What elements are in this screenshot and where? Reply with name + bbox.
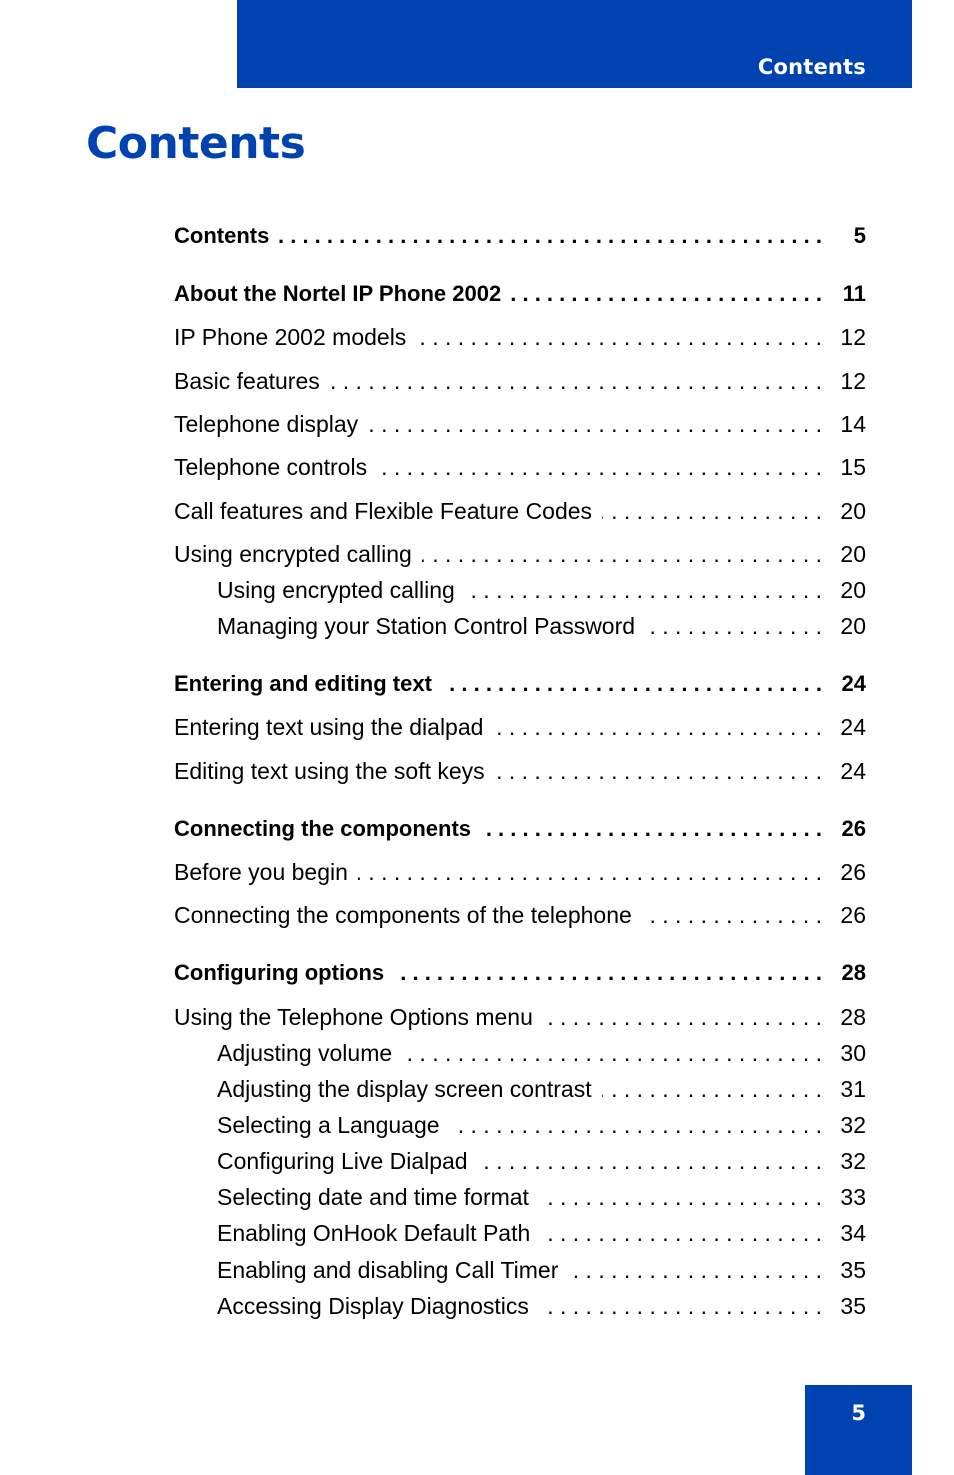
page-title: Contents — [86, 118, 306, 169]
toc-dot-leader — [377, 453, 822, 481]
toc-chapter-entry[interactable] — [174, 280, 866, 308]
toc-section-entry[interactable] — [174, 858, 866, 886]
toc-entry-title: Using encrypted calling — [217, 577, 455, 603]
toc-entry-page: 20 — [840, 613, 866, 639]
toc-chapter-entry[interactable] — [174, 815, 866, 843]
toc-entry-page: 28 — [840, 1004, 866, 1030]
toc-entry-page: 20 — [840, 541, 866, 567]
toc-section-entry[interactable] — [174, 323, 866, 351]
toc-entry-title: Adjusting volume — [217, 1040, 393, 1066]
toc-entry-page: 20 — [840, 577, 866, 603]
toc-dot-leader — [539, 1292, 822, 1320]
toc-entry-page: 32 — [840, 1148, 866, 1174]
toc-entry-page: 26 — [841, 816, 866, 841]
toc-entry-title: Editing text using the soft keys — [174, 758, 485, 784]
toc-dot-leader — [394, 959, 822, 987]
toc-entry-page: 28 — [841, 960, 866, 985]
toc-entry-title: About the Nortel IP Phone 2002 — [174, 281, 502, 306]
toc-entry-page: 35 — [840, 1293, 866, 1319]
toc-chapter-entry[interactable] — [174, 222, 866, 250]
toc-dot-leader — [481, 815, 822, 843]
toc-entry-page: 24 — [840, 714, 866, 740]
toc-entry-title: Enabling OnHook Default Path — [217, 1220, 531, 1246]
toc-entry-title: Basic features — [174, 368, 320, 394]
toc-entry-title: Managing your Station Control Password — [217, 613, 636, 639]
toc-subsection-entry[interactable] — [217, 576, 866, 604]
toc-entry-title: Call features and Flexible Feature Codes — [174, 498, 593, 524]
toc-subsection-entry[interactable] — [217, 612, 866, 640]
toc-entry-title: Connecting the components of the telephone — [174, 902, 632, 928]
toc-section-entry[interactable] — [174, 713, 866, 741]
toc-entry-page: 35 — [840, 1257, 866, 1283]
toc-dot-leader — [465, 576, 822, 604]
toc-entry-page: 15 — [840, 454, 866, 480]
toc-entry-page: 12 — [840, 368, 866, 394]
toc-section-entry[interactable] — [174, 901, 866, 929]
toc-entry-title: Using the Telephone Options menu — [174, 1004, 533, 1030]
toc-section-entry[interactable] — [174, 540, 866, 568]
toc-entry-page: 26 — [840, 902, 866, 928]
toc-entry-title: Connecting the components — [174, 816, 471, 841]
toc-dot-leader — [642, 901, 822, 929]
toc-subsection-entry[interactable] — [217, 1147, 866, 1175]
toc-entry-page: 20 — [840, 498, 866, 524]
toc-dot-leader — [442, 670, 822, 698]
toc-chapter-entry[interactable] — [174, 670, 866, 698]
toc-dot-leader — [279, 222, 822, 250]
toc-section-entry[interactable] — [174, 453, 866, 481]
toc-entry-title: Telephone controls — [174, 454, 368, 480]
toc-subsection-entry[interactable] — [217, 1111, 866, 1139]
toc-entry-title: IP Phone 2002 models — [174, 324, 407, 350]
toc-subsection-entry[interactable] — [217, 1039, 866, 1067]
toc-section-entry[interactable] — [174, 497, 866, 525]
toc-entry-title: Entering and editing text — [174, 671, 432, 696]
toc-dot-leader — [568, 1256, 822, 1284]
header-label: Contents — [757, 55, 866, 79]
toc-entry-page: 31 — [840, 1076, 866, 1102]
toc-entry-title: Selecting a Language — [217, 1112, 440, 1138]
toc-dot-leader — [330, 367, 822, 395]
toc-entry-title: Configuring options — [174, 960, 385, 985]
toc-entry-page: 30 — [840, 1040, 866, 1066]
toc-entry-page: 11 — [842, 281, 866, 306]
toc-dot-leader — [402, 1039, 822, 1067]
toc-entry-page: 26 — [840, 859, 866, 885]
toc-subsection-entry[interactable] — [217, 1256, 866, 1284]
toc-entry-title: Using encrypted calling — [174, 541, 412, 567]
toc-dot-leader — [416, 323, 822, 351]
toc-entry-page: 5 — [853, 223, 866, 248]
toc-entry-title: Entering text using the dialpad — [174, 714, 484, 740]
toc-entry-page: 24 — [841, 671, 866, 696]
toc-chapter-entry[interactable] — [174, 959, 866, 987]
toc-entry-title: Configuring Live Dialpad — [217, 1148, 468, 1174]
toc-dot-leader — [450, 1111, 822, 1139]
toc-subsection-entry[interactable] — [217, 1219, 866, 1247]
toc-entry-title: Accessing Display Diagnostics — [217, 1293, 529, 1319]
toc-entry-page: 14 — [840, 411, 866, 437]
toc-entry-page: 32 — [840, 1112, 866, 1138]
toc-entry-page: 34 — [840, 1220, 866, 1246]
toc-section-entry[interactable] — [174, 757, 866, 785]
footer-page-box — [805, 1385, 912, 1475]
toc-subsection-entry[interactable] — [217, 1292, 866, 1320]
toc-dot-leader — [511, 280, 822, 308]
toc-dot-leader — [543, 1003, 822, 1031]
toc-entry-title: Selecting date and time format — [217, 1184, 529, 1210]
toc-subsection-entry[interactable] — [217, 1183, 866, 1211]
toc-entry-title: Before you begin — [174, 859, 348, 885]
toc-section-entry[interactable] — [174, 1003, 866, 1031]
toc-dot-leader — [478, 1147, 822, 1175]
toc-dot-leader — [493, 713, 822, 741]
toc-dot-leader — [422, 540, 822, 568]
toc-dot-leader — [539, 1183, 822, 1211]
toc-entry-page: 12 — [840, 324, 866, 350]
toc-dot-leader — [645, 612, 822, 640]
toc-dot-leader — [495, 757, 822, 785]
toc-entry-title: Contents — [174, 223, 270, 248]
toc-entry-title: Telephone display — [174, 411, 359, 437]
page-number: 5 — [851, 1401, 866, 1425]
toc-dot-leader — [540, 1219, 822, 1247]
toc-dot-leader — [358, 858, 822, 886]
toc-subsection-entry[interactable] — [217, 1075, 866, 1103]
toc-entry-title: Enabling and disabling Call Timer — [217, 1257, 559, 1283]
toc-dot-leader — [602, 1075, 822, 1103]
toc-dot-leader — [368, 410, 822, 438]
toc-section-entry[interactable] — [174, 367, 866, 395]
toc-entry-page: 33 — [840, 1184, 866, 1210]
toc-entry-title: Adjusting the display screen contrast — [217, 1076, 592, 1102]
toc-dot-leader — [602, 497, 822, 525]
toc-entry-page: 24 — [840, 758, 866, 784]
toc-section-entry[interactable] — [174, 410, 866, 438]
